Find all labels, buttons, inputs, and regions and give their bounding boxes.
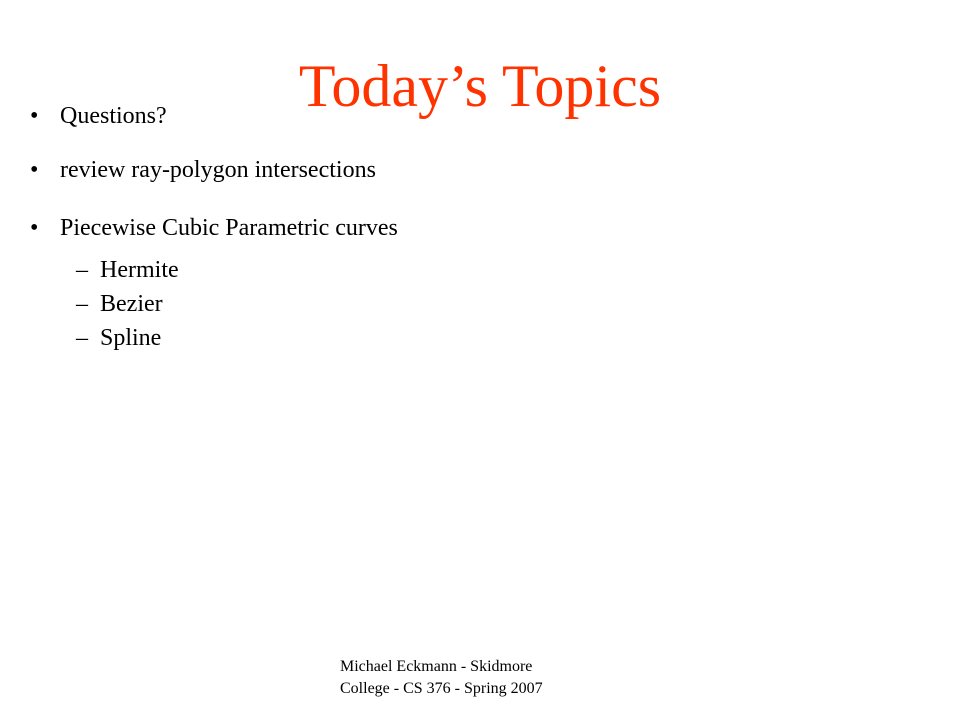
sub-bullet-text: Bezier (100, 291, 163, 317)
sub-bullet-bezier (70, 290, 163, 318)
bullet-text: review ray-polygon intersections (60, 157, 376, 183)
sub-bullet-text: Hermite (100, 257, 179, 283)
bullet-item-ray-polygon (30, 156, 376, 184)
sub-bullet-text: Spline (100, 325, 162, 351)
bullet-text: Piecewise Cubic Parametric curves (60, 215, 398, 241)
slide-footer: Michael Eckmann - Skidmore College - CS 376 - Spring 2007 (340, 658, 543, 697)
sub-bullet-spline (70, 324, 161, 352)
bullet-item-piecewise-curves (30, 214, 398, 242)
sub-bullet-marker: – (76, 325, 88, 351)
sub-bullet-marker: – (76, 257, 88, 283)
bullet-marker: • (30, 215, 39, 241)
bullet-item-questions (30, 102, 167, 130)
slide-title: Today’s Topics (298, 53, 662, 119)
bullet-marker: • (30, 103, 39, 129)
bullet-text: Questions? (60, 103, 167, 129)
sub-bullet-marker: – (76, 291, 88, 317)
sub-bullet-hermite (70, 256, 179, 284)
bullet-marker: • (30, 157, 39, 183)
